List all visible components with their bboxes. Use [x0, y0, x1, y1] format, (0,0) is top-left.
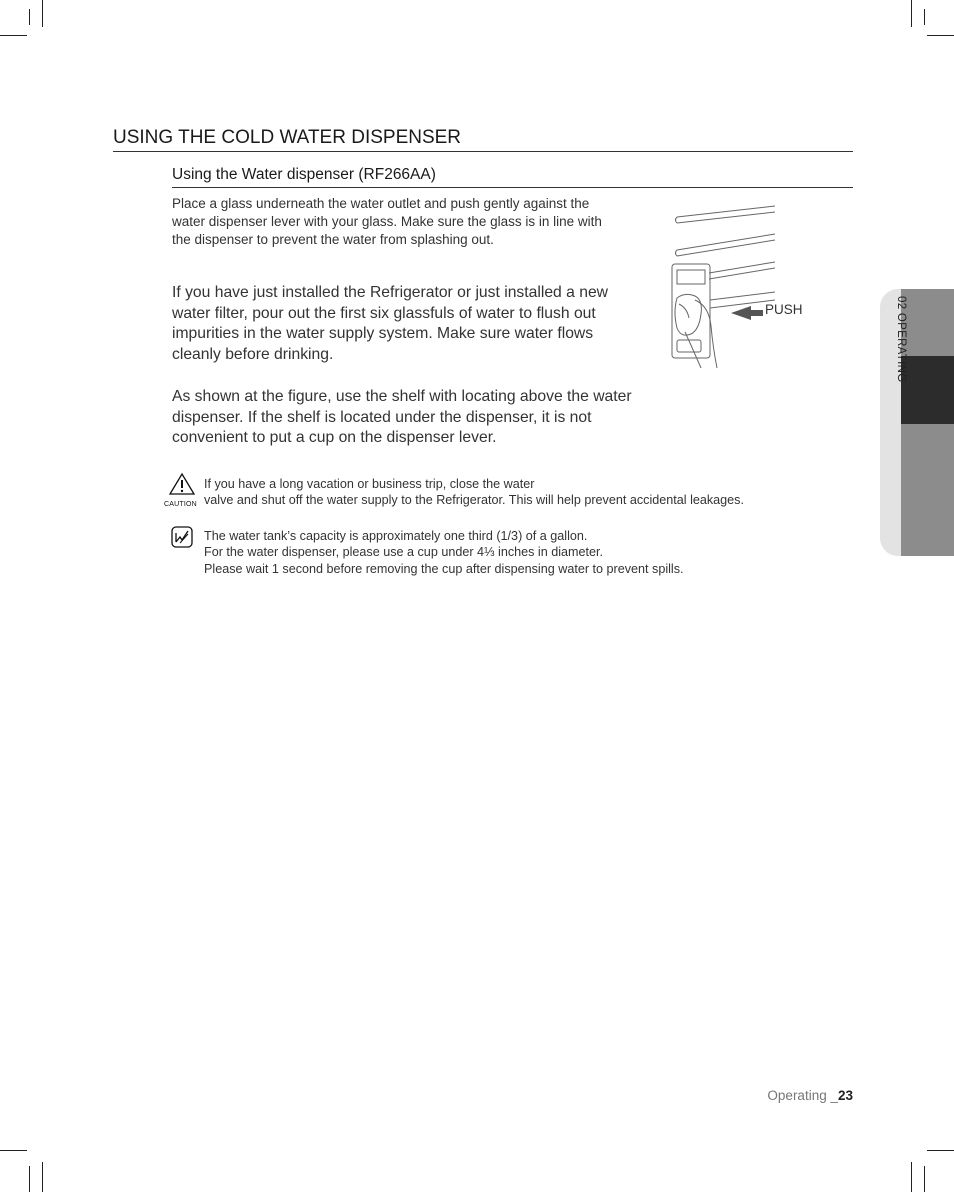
note-text-line-2: For the water dispenser, please use a cup under 4⅓ inches in diameter. [204, 545, 604, 559]
side-tab-strip-bottom [901, 424, 954, 556]
dispenser-drawing [665, 200, 780, 370]
side-tab-label-wrap [891, 296, 907, 396]
caution-text-line-1: If you have a long vacation or business trip, close the water [204, 477, 535, 491]
page-footer [700, 1088, 853, 1103]
note-icon [171, 526, 193, 548]
push-label: PUSH [765, 302, 803, 317]
footer-section: Operating _ [767, 1088, 838, 1103]
side-tab-label: 02 OPERATING [895, 296, 907, 383]
caution-label: CAUTION [164, 501, 197, 508]
page-number: 23 [837, 1088, 853, 1103]
first-use-paragraph: If you have just installed the Refrigerator or just installed a new water filter, pour out the first six glassfuls of water to flush out impurities in the water supply system. Make sure water flows cleanly before drinking. [172, 284, 608, 363]
note-pencil-icon [171, 526, 193, 548]
side-tab-strip-top [901, 289, 954, 356]
caution-icon [164, 472, 200, 496]
caution-block [164, 472, 200, 508]
shelf-paragraph: As shown at the figure, use the shelf with locating above the water dispenser. If the shelf is located under the dispenser, it is not convenient to put a cup on the dispenser lever. [172, 388, 632, 446]
note-text-line-3: Please wait 1 second before removing the cup after dispensing water to prevent spills. [204, 562, 684, 576]
side-tab-strip-active [901, 356, 954, 424]
section-subtitle: Using the Water dispenser (RF266AA) [172, 164, 853, 188]
dispenser-illustration [665, 200, 780, 370]
instruction-paragraph: Place a glass underneath the water outlet and push gently against the water dispenser lever with your glass. Make sure the glass is in line with the dispenser to prevent the water from splashing out. [172, 196, 602, 247]
page-title: USING THE COLD WATER DISPENSER [113, 125, 853, 152]
caution-text-line-2: valve and shut off the water supply to the Refrigerator. This will help prevent accidental leakages. [204, 493, 744, 507]
note-text-line-1: The water tank’s capacity is approximately one third (1/3) of a gallon. [204, 529, 588, 543]
